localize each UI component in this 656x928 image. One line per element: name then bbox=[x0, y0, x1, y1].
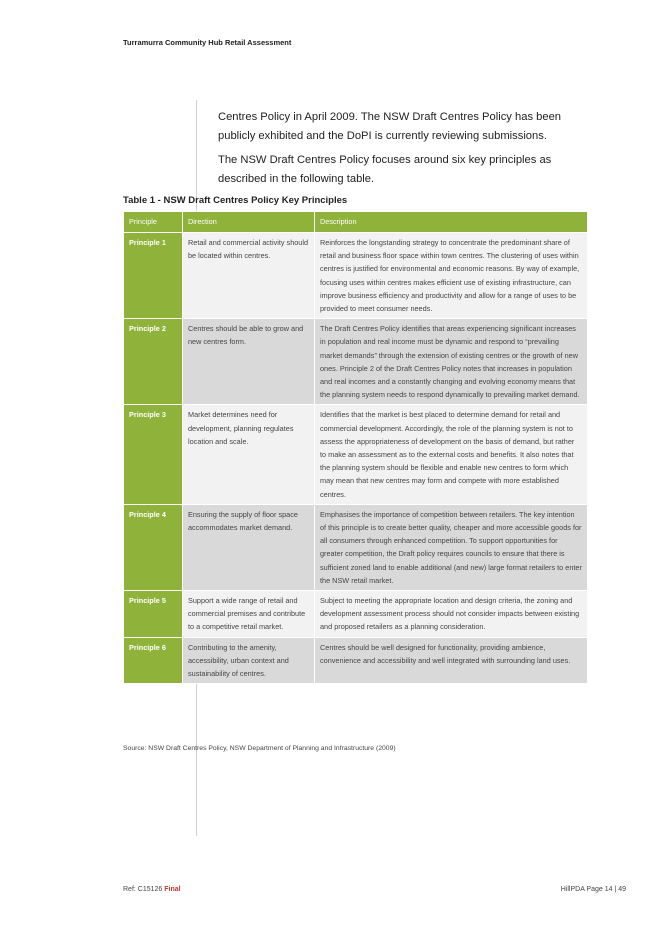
direction-cell: Centres should be able to grow and new centres form. bbox=[183, 319, 315, 405]
direction-cell: Support a wide range of retail and commercial premises and contribute to a competitive retail market. bbox=[183, 591, 315, 638]
table-header-row bbox=[124, 212, 588, 233]
column-header-direction: Direction bbox=[183, 212, 315, 233]
document-status: Final bbox=[164, 886, 181, 893]
column-header-principle: Principle bbox=[124, 212, 183, 233]
document-header: Turramurra Community Hub Retail Assessment bbox=[123, 38, 292, 47]
table-source-note: Source: NSW Draft Centres Policy, NSW Department of Planning and Infrastructure (2009) bbox=[123, 745, 396, 752]
table-row bbox=[124, 233, 588, 319]
description-cell: Subject to meeting the appropriate location and design criteria, the zoning and development assessment process should not consider impacts between existing and proposed retailers as a planning consideration. bbox=[315, 591, 588, 638]
principle-cell: Principle 5 bbox=[124, 591, 183, 638]
direction-cell: Contributing to the amenity, accessibility, urban context and sustainability of centres. bbox=[183, 637, 315, 684]
direction-cell: Ensuring the supply of floor space accommodates market demand. bbox=[183, 504, 315, 590]
description-cell: Identifies that the market is best placed to determine demand for retail and commercial development. Accordingly, the role of the planning system is not to assess the appropriateness of development on the basis of demand, but rather to make an assessment as to the external costs and benefits. It also notes that the planning system should be flexible and enable new centres to form which may mean that new centres may form and compete with more established centres. bbox=[315, 405, 588, 504]
description-cell: The Draft Centres Policy identifies that areas experiencing significant increases in population and real income must be dynamic and respond to “prevailing market demands” through the extension of existing centres or the growth of new ones. Principle 2 of the Draft Centres Policy notes that increases in population and real incomes and a constantly changing and evolving economy means that the planning system needs to respond dynamically to prevailing market demand. bbox=[315, 319, 588, 405]
principle-cell: Principle 6 bbox=[124, 637, 183, 684]
footer-reference bbox=[123, 886, 181, 893]
table-row bbox=[124, 637, 588, 684]
table-row bbox=[124, 319, 588, 405]
description-cell: Reinforces the longstanding strategy to concentrate the predominant share of retail and business floor space within town centres. The clustering of uses within centres is justified for environmental and economic reasons. By way of example, focusing uses within centres makes efficient use of existing infrastructure, can improve business efficiency and productivity and allow for a range of uses to be provided to meet consumer needs. bbox=[315, 233, 588, 319]
reference-number: Ref: C15126 bbox=[123, 886, 163, 893]
principle-cell: Principle 2 bbox=[124, 319, 183, 405]
principle-cell: Principle 3 bbox=[124, 405, 183, 504]
table-row bbox=[124, 591, 588, 638]
description-cell: Centres should be well designed for functionality, providing ambience, convenience and accessibility and well integrated with surrounding land uses. bbox=[315, 637, 588, 684]
intro-paragraph: The NSW Draft Centres Policy focuses around six key principles as described in the following table. bbox=[218, 154, 552, 185]
principle-cell: Principle 4 bbox=[124, 504, 183, 590]
table-row bbox=[124, 405, 588, 504]
column-header-description: Description bbox=[315, 212, 588, 233]
page-number: HillPDA Page 14 | 49 bbox=[560, 886, 626, 893]
description-cell: Emphasises the importance of competition between retailers. The key intention of this principle is to create better quality, cheaper and more accessible goods for all consumers through enhanced competition. To support opportunities for greater competition, the Draft policy requires councils to ensure that there is sufficient zoned land to enable additional (and new) large format retailers to enter the NSW retail market. bbox=[315, 504, 588, 590]
intro-paragraph: Centres Policy in April 2009. The NSW Draft Centres Policy has been publicly exhibited and the DoPI is currently reviewing submissions. bbox=[218, 111, 562, 142]
direction-cell: Market determines need for development, planning regulates location and scale. bbox=[183, 405, 315, 504]
principles-table bbox=[123, 211, 588, 684]
table-row bbox=[124, 504, 588, 590]
direction-cell: Retail and commercial activity should be located within centres. bbox=[183, 233, 315, 319]
principle-cell: Principle 1 bbox=[124, 233, 183, 319]
intro-text bbox=[218, 108, 598, 194]
table-title: Table 1 - NSW Draft Centres Policy Key Principles bbox=[123, 195, 348, 206]
